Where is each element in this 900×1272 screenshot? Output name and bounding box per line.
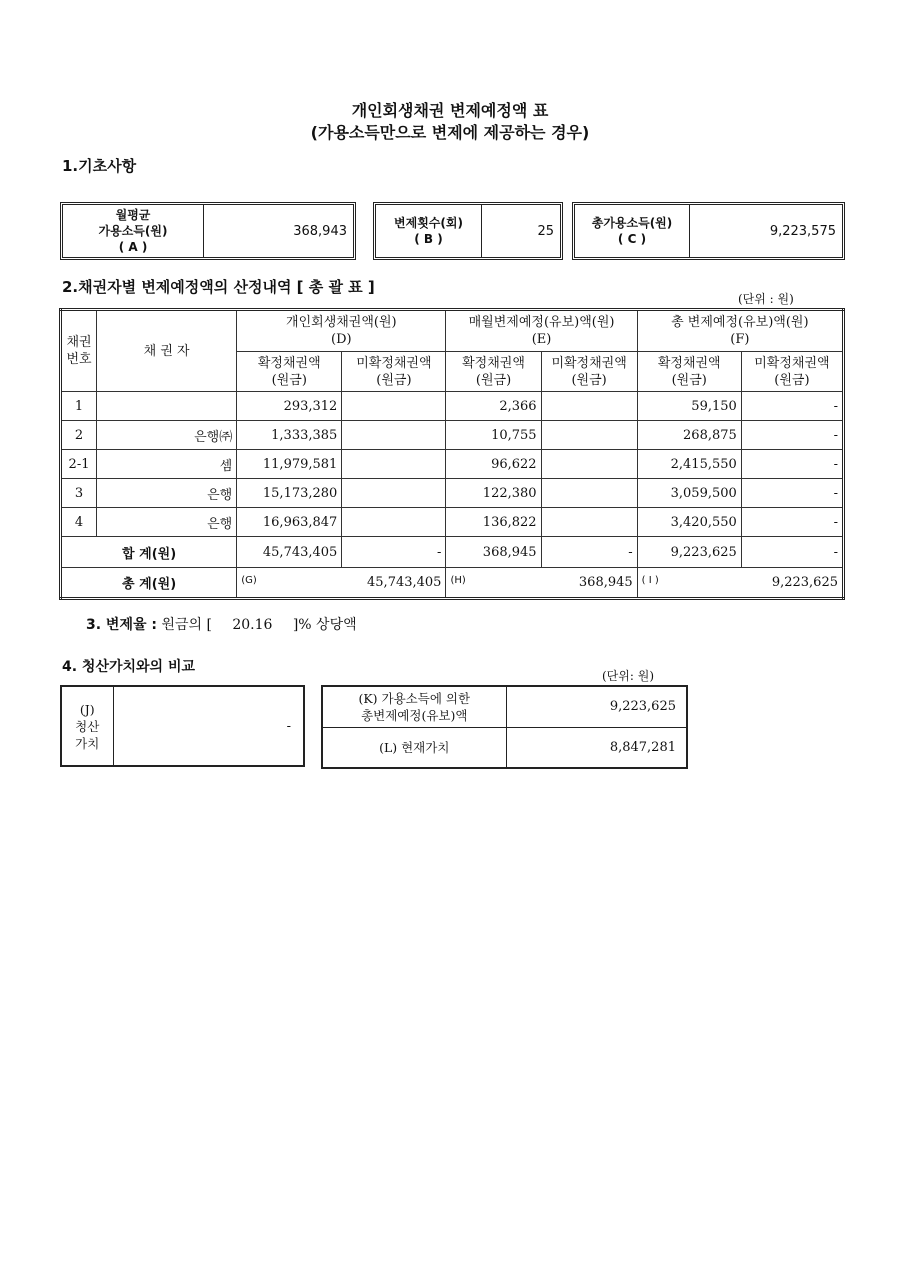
table-row: [61, 392, 844, 421]
header-line: 개인회생채권액(원): [286, 315, 397, 330]
header-line: (F): [730, 332, 750, 347]
page-subtitle: (가용소득만으로 변제에 제공하는 경우): [310, 123, 590, 142]
row-f-confirmed: 3,420,550: [637, 508, 741, 537]
label-line: (J): [79, 701, 95, 717]
row-e-unconfirmed: [541, 479, 637, 508]
row-f-unconfirmed: -: [741, 421, 843, 450]
row-d-unconfirmed: [342, 421, 446, 450]
header-confirmed-d: [237, 352, 342, 392]
creditor-summary-table: [59, 308, 845, 600]
row-e-unconfirmed: [541, 421, 637, 450]
subtotal-row: [61, 537, 844, 568]
section4-unit: (단위: 원): [602, 669, 654, 683]
table-row: [61, 450, 844, 479]
subtotal-f-unconfirmed: -: [741, 537, 843, 568]
total-g-mark: (G): [241, 575, 257, 586]
header-line: 확정채권액: [657, 355, 721, 371]
monthly-income-value: 368,943: [293, 223, 347, 239]
row-number: 2-1: [61, 450, 97, 479]
header-line: 매월변제예정(유보)액(원): [468, 315, 615, 330]
repayment-count-value: 25: [537, 223, 554, 239]
liquidation-value: -: [113, 686, 304, 766]
label-line: 총가용소득(원): [591, 216, 673, 230]
row-d-unconfirmed: [342, 450, 446, 479]
k-label: [322, 686, 506, 727]
total-income-label: [575, 205, 690, 257]
label-line: ( B ): [414, 232, 443, 246]
row-d-confirmed: 15,173,280: [237, 479, 342, 508]
header-line: (D): [331, 332, 352, 347]
row-e-confirmed: 136,822: [446, 508, 541, 537]
header-line: 채권: [66, 335, 92, 350]
row-e-unconfirmed: [541, 392, 637, 421]
row-e-unconfirmed: [541, 450, 637, 479]
total-g-value: 45,743,405: [367, 575, 442, 590]
header-line: (원금): [475, 372, 512, 388]
label-line: 청산: [75, 718, 100, 734]
table-row: [61, 508, 844, 537]
row-creditor: 은행: [97, 508, 237, 537]
header-group-d: [237, 310, 446, 352]
total-h-value: 368,945: [578, 575, 633, 590]
table-row: [61, 479, 844, 508]
table-row: [61, 421, 844, 450]
row-f-unconfirmed: -: [741, 392, 843, 421]
total-g-cell: [237, 568, 446, 599]
row-d-confirmed: 16,963,847: [237, 508, 342, 537]
label-line: 총변제예정(유보)액: [361, 707, 468, 723]
header-line: 확정채권액: [462, 355, 525, 371]
section4-heading: 4. 청산가치와의 비교: [62, 659, 195, 675]
row-creditor: 은행: [97, 479, 237, 508]
liquidation-value-label: [61, 686, 113, 766]
header-line: 미확정채권액: [551, 355, 627, 371]
header-line: 미확정채권액: [356, 355, 432, 371]
label-line: ( C ): [617, 232, 647, 246]
header-line: 미확정채권액: [754, 355, 830, 371]
header-creditor-number: [61, 310, 97, 392]
row-f-confirmed: 2,415,550: [637, 450, 741, 479]
subtotal-e-unconfirmed: -: [541, 537, 637, 568]
row-e-confirmed: 2,366: [446, 392, 541, 421]
header-confirmed-f: [637, 352, 741, 392]
monthly-income-box: [60, 202, 356, 260]
header-group-f: [637, 310, 843, 352]
repayment-rate-value: 20.16: [232, 617, 273, 633]
comparison-table: [321, 685, 688, 769]
subtotal-label: 합 계(원): [61, 537, 237, 568]
row-creditor: [97, 392, 237, 421]
section2-heading: 2.채권자별 변제예정액의 산정내역 [ 총 괄 표 ]: [62, 278, 375, 296]
subtotal-e-confirmed: 368,945: [446, 537, 541, 568]
k-value: 9,223,625: [506, 686, 687, 727]
row-creditor: 셈: [97, 450, 237, 479]
subtotal-f-confirmed: 9,223,625: [637, 537, 741, 568]
label-line: 변제횟수(회): [394, 216, 463, 230]
header-line: (원금): [774, 372, 810, 388]
row-f-unconfirmed: -: [741, 508, 843, 537]
subtotal-d-confirmed: 45,743,405: [237, 537, 342, 568]
repayment-rate-label: 3. 변제율 :: [86, 617, 157, 633]
row-number: 3: [61, 479, 97, 508]
total-income-value: 9,223,575: [769, 223, 836, 239]
l-value: 8,847,281: [506, 727, 687, 768]
l-label: (L) 현재가치: [322, 727, 506, 768]
repayment-rate-before: 원금의 [: [161, 617, 212, 633]
row-number: 4: [61, 508, 97, 537]
row-f-confirmed: 59,150: [637, 392, 741, 421]
label-line: 가용소득(원): [98, 224, 168, 238]
row-f-unconfirmed: -: [741, 479, 843, 508]
repayment-count-label: [376, 205, 482, 257]
row-d-unconfirmed: [342, 392, 446, 421]
header-creditor: 채 권 자: [97, 310, 237, 392]
header-unconfirmed-e: [541, 352, 637, 392]
header-line: (E): [531, 332, 552, 347]
label-line: ( A ): [118, 240, 148, 254]
header-line: 번호: [66, 352, 92, 367]
section1-heading: 1.기초사항: [62, 157, 137, 175]
repayment-rate: [86, 614, 357, 634]
header-line: (원금): [376, 372, 412, 388]
row-d-unconfirmed: [342, 508, 446, 537]
total-i-value: 9,223,625: [771, 575, 838, 590]
total-i-mark: ( I ): [641, 575, 659, 586]
page-title: 개인회생채권 변제예정액 표: [351, 101, 549, 120]
header-confirmed-e: [446, 352, 541, 392]
row-e-confirmed: 122,380: [446, 479, 541, 508]
header-group-e: [446, 310, 637, 352]
header-line: (원금): [271, 372, 307, 388]
row-creditor: 은행㈜: [97, 421, 237, 450]
row-d-confirmed: 1,333,385: [237, 421, 342, 450]
row-d-unconfirmed: [342, 479, 446, 508]
label-line: (K) 가용소득에 의한: [358, 690, 471, 706]
label-line: 가치: [75, 735, 100, 751]
total-row: [61, 568, 844, 599]
section2-unit: (단위 : 원): [738, 292, 794, 306]
liquidation-value-table: [60, 685, 305, 767]
monthly-income-label: [63, 205, 204, 257]
header-line: (원금): [671, 372, 707, 388]
subtotal-d-unconfirmed: -: [342, 537, 446, 568]
row-e-confirmed: 96,622: [446, 450, 541, 479]
row-number: 1: [61, 392, 97, 421]
repayment-rate-after: ]% 상당액: [292, 617, 357, 633]
total-h-mark: (H): [450, 575, 466, 586]
row-e-unconfirmed: [541, 508, 637, 537]
total-income-box: [572, 202, 845, 260]
header-unconfirmed-d: [342, 352, 446, 392]
repayment-count-box: [373, 202, 563, 260]
label-line: 월평균: [115, 208, 151, 222]
row-number: 2: [61, 421, 97, 450]
row-e-confirmed: 10,755: [446, 421, 541, 450]
header-line: 확정채권액: [257, 355, 321, 371]
total-i-cell: [637, 568, 843, 599]
row-d-confirmed: 293,312: [237, 392, 342, 421]
header-line: (원금): [571, 372, 607, 388]
total-label: 총 계(원): [61, 568, 237, 599]
header-unconfirmed-f: [741, 352, 843, 392]
row-f-unconfirmed: -: [741, 450, 843, 479]
row-f-confirmed: 268,875: [637, 421, 741, 450]
header-line: 총 변제예정(유보)액(원): [671, 315, 809, 330]
total-h-cell: [446, 568, 637, 599]
row-d-confirmed: 11,979,581: [237, 450, 342, 479]
row-f-confirmed: 3,059,500: [637, 479, 741, 508]
